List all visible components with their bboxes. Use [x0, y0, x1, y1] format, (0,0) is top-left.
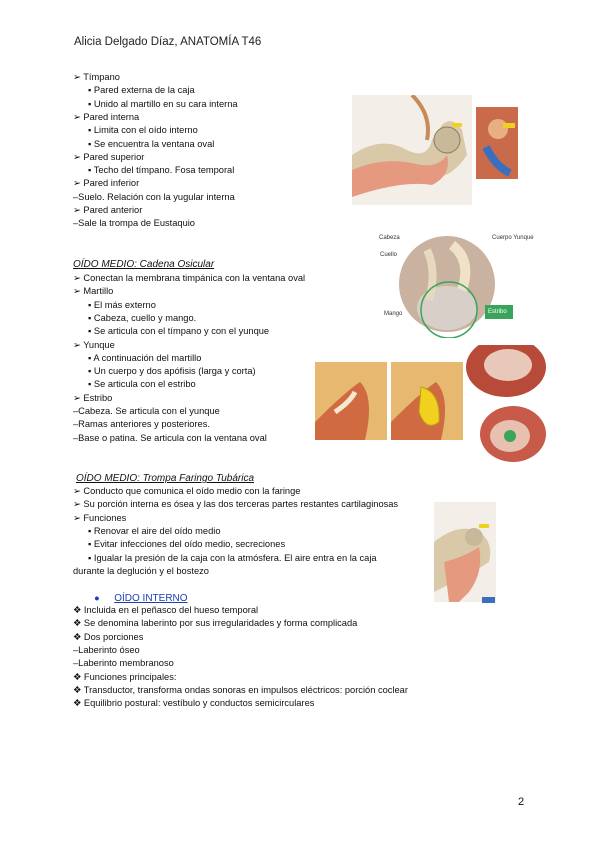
list-item-text: –Laberinto óseo — [73, 644, 140, 655]
list-item-text: –Sale la trompa de Eustaquio — [73, 218, 195, 229]
bullet-icon: ❖ — [73, 605, 84, 615]
list-item — [73, 566, 209, 577]
section-title-eustachian: OÍDO MEDIO: Trompa Faringo Tubárica — [76, 473, 255, 484]
bullet-icon: ▪ — [88, 165, 94, 176]
list-item — [73, 618, 357, 629]
list-item — [88, 539, 285, 550]
list-item — [88, 99, 238, 110]
list-item — [73, 218, 195, 229]
label-cuerpo-yunque: Cuerpo Yunque — [492, 235, 534, 241]
bullet-icon: ➢ — [73, 339, 84, 350]
bullet-icon: ❖ — [73, 684, 84, 695]
bullet-icon: ▪ — [88, 539, 94, 550]
label-mango: Mango — [384, 311, 403, 317]
bullet-icon: ▪ — [88, 85, 94, 96]
ossicles-figure — [377, 230, 517, 338]
list-item — [88, 366, 256, 377]
list-item — [88, 85, 195, 96]
list-item — [73, 433, 267, 444]
bullet-icon: ➢ — [73, 286, 84, 297]
list-item — [88, 553, 377, 564]
list-item-text: Techo del tímpano. Fosa temporal — [93, 165, 235, 176]
bullet-icon: ▪ — [88, 352, 94, 363]
bullet-icon: ➢ — [73, 111, 84, 122]
list-item — [88, 165, 234, 176]
list-item-text: Tímpano — [83, 72, 120, 82]
label-estribo: Estribo — [488, 309, 507, 315]
list-item — [88, 300, 156, 311]
list-item — [73, 513, 126, 524]
figure-marker — [482, 597, 495, 603]
list-item-text: Renovar el aire del oído medio — [93, 525, 221, 536]
bullet-icon: ➢ — [73, 205, 84, 215]
list-item — [73, 685, 408, 696]
list-item — [73, 406, 220, 417]
list-item-text: Equilibrio postural: vestíbulo y conductos semicirculares — [83, 698, 315, 709]
list-item-text: Se articula con el tímpano y con el yunque — [93, 326, 270, 337]
list-item-text: Funciones principales: — [83, 671, 177, 682]
list-item-text: Conectan la membrana timpánica con la ventana oval — [83, 273, 306, 283]
list-item-text: –Suelo. Relación con la yugular interna — [73, 191, 235, 202]
list-item — [73, 672, 176, 683]
list-item-text: Incluida en el peñasco del hueso temporal — [83, 605, 259, 615]
list-item-text: Cabeza, cuello y mango. — [93, 312, 197, 323]
bullet-dot: ● — [94, 593, 100, 603]
cross-section-left — [315, 362, 387, 440]
list-item — [73, 486, 300, 497]
list-item — [88, 139, 214, 150]
list-item-text: Pared interna — [83, 111, 140, 122]
list-item — [73, 286, 113, 297]
list-item — [88, 125, 198, 136]
bullet-icon: ▪ — [88, 98, 94, 109]
bullet-icon: ❖ — [73, 631, 84, 642]
bullet-icon: ❖ — [73, 618, 84, 629]
bullet-icon: ➢ — [73, 178, 84, 189]
ear-anatomy-figure — [352, 95, 472, 205]
middle-ear-inset — [476, 107, 518, 179]
bullet-icon: ▪ — [88, 299, 94, 310]
list-item-text: –Laberinto membranoso — [73, 658, 174, 669]
bullet-icon: ➢ — [73, 151, 84, 162]
bullet-icon: ▪ — [88, 326, 94, 337]
list-item-text: A continuación del martillo — [93, 352, 202, 363]
list-item-text: Su porción interna es ósea y las dos terceras partes restantes cartilaginosas — [83, 499, 399, 510]
list-item-text: Igualar la presión de la caja con la atmósfera. El aire entra en la caja — [93, 552, 377, 563]
list-item-text: Limita con el oído interno — [93, 125, 198, 136]
bullet-icon: ▪ — [88, 138, 94, 149]
list-item — [73, 340, 115, 351]
eustachian-tube-figure — [434, 502, 496, 602]
list-item-text: Martillo — [83, 286, 114, 297]
list-item-text: Pared externa de la caja — [93, 85, 195, 96]
list-item — [73, 419, 210, 430]
list-item — [73, 393, 112, 404]
list-item — [88, 379, 196, 390]
list-item — [73, 273, 305, 284]
list-item — [73, 205, 142, 216]
list-item — [73, 152, 144, 163]
eardrum-image-bottom — [480, 406, 546, 462]
bullet-icon: ➢ — [73, 486, 84, 496]
section-title-inner-ear[interactable] — [94, 593, 188, 604]
inner-ear-link[interactable]: OÍDO INTERNO — [114, 593, 188, 604]
list-item-text: durante la deglución y el bostezo — [73, 565, 209, 576]
list-item-text: –Base o patina. Se articula con la ventana oval — [73, 432, 267, 443]
list-item — [73, 178, 139, 189]
list-item — [88, 526, 221, 537]
list-item — [88, 313, 196, 324]
list-item-text: Transductor, transforma ondas sonoras en impulsos eléctricos: porción coclear — [83, 684, 408, 695]
list-item — [73, 72, 120, 83]
list-item-text: Pared anterior — [83, 205, 143, 215]
bullet-icon: ❖ — [73, 671, 84, 682]
list-item-text: El más externo — [93, 299, 156, 310]
bullet-icon: ▪ — [88, 125, 94, 136]
bullet-icon: ▪ — [88, 525, 94, 536]
bullet-icon: ➢ — [73, 273, 84, 283]
list-item — [73, 192, 235, 203]
list-item — [73, 499, 398, 510]
list-item-text: Evitar infecciones del oído medio, secreciones — [93, 539, 286, 550]
list-item-text: Dos porciones — [83, 631, 144, 642]
bullet-icon: ▪ — [88, 552, 94, 563]
eardrum-image-top — [466, 345, 546, 397]
page-number: 2 — [518, 796, 525, 808]
list-item-text: Pared superior — [83, 151, 145, 162]
list-item — [73, 605, 258, 616]
bullet-icon: ❖ — [73, 698, 84, 709]
bullet-icon: ➢ — [73, 512, 84, 523]
bullet-icon: ▪ — [88, 379, 94, 390]
list-item — [73, 632, 143, 643]
bullet-icon: ▪ — [88, 312, 94, 323]
bullet-icon: ➢ — [73, 392, 84, 403]
list-item-text: –Cabeza. Se articula con el yunque — [73, 406, 220, 416]
list-item-text: Conducto que comunica el oído medio con la faringe — [83, 486, 301, 496]
list-item-text: Yunque — [83, 339, 115, 350]
document-header: Alicia Delgado Díaz, ANATOMÍA T46 — [74, 36, 262, 48]
list-item — [73, 698, 314, 709]
list-item-text: Funciones — [83, 512, 127, 523]
list-item — [73, 658, 174, 669]
cross-section-right — [391, 362, 463, 440]
list-item-text: –Ramas anteriores y posteriores. — [73, 419, 210, 430]
list-item — [73, 112, 139, 123]
section-title-ossicles: OÍDO MEDIO: Cadena Osicular — [73, 259, 215, 270]
bullet-icon: ➢ — [73, 499, 84, 510]
list-item-text: Se articula con el estribo — [93, 379, 196, 390]
bullet-icon: ➢ — [73, 72, 84, 82]
list-item-text: Se encuentra la ventana oval — [93, 138, 215, 149]
list-item — [73, 645, 140, 656]
label-cuello: Cuello — [380, 252, 398, 258]
bullet-icon: ▪ — [88, 366, 94, 377]
list-item — [88, 353, 201, 364]
list-item — [88, 326, 269, 337]
label-cabeza: Cabeza — [379, 235, 400, 241]
list-item-text: Estribo — [83, 392, 113, 403]
list-item-text: Pared inferior — [83, 178, 140, 189]
list-item-text: Unido al martillo en su cara interna — [93, 98, 238, 109]
list-item-text: Se denomina laberinto por sus irregularidades y forma complicada — [83, 618, 358, 629]
list-item-text: Un cuerpo y dos apófisis (larga y corta) — [93, 366, 256, 377]
